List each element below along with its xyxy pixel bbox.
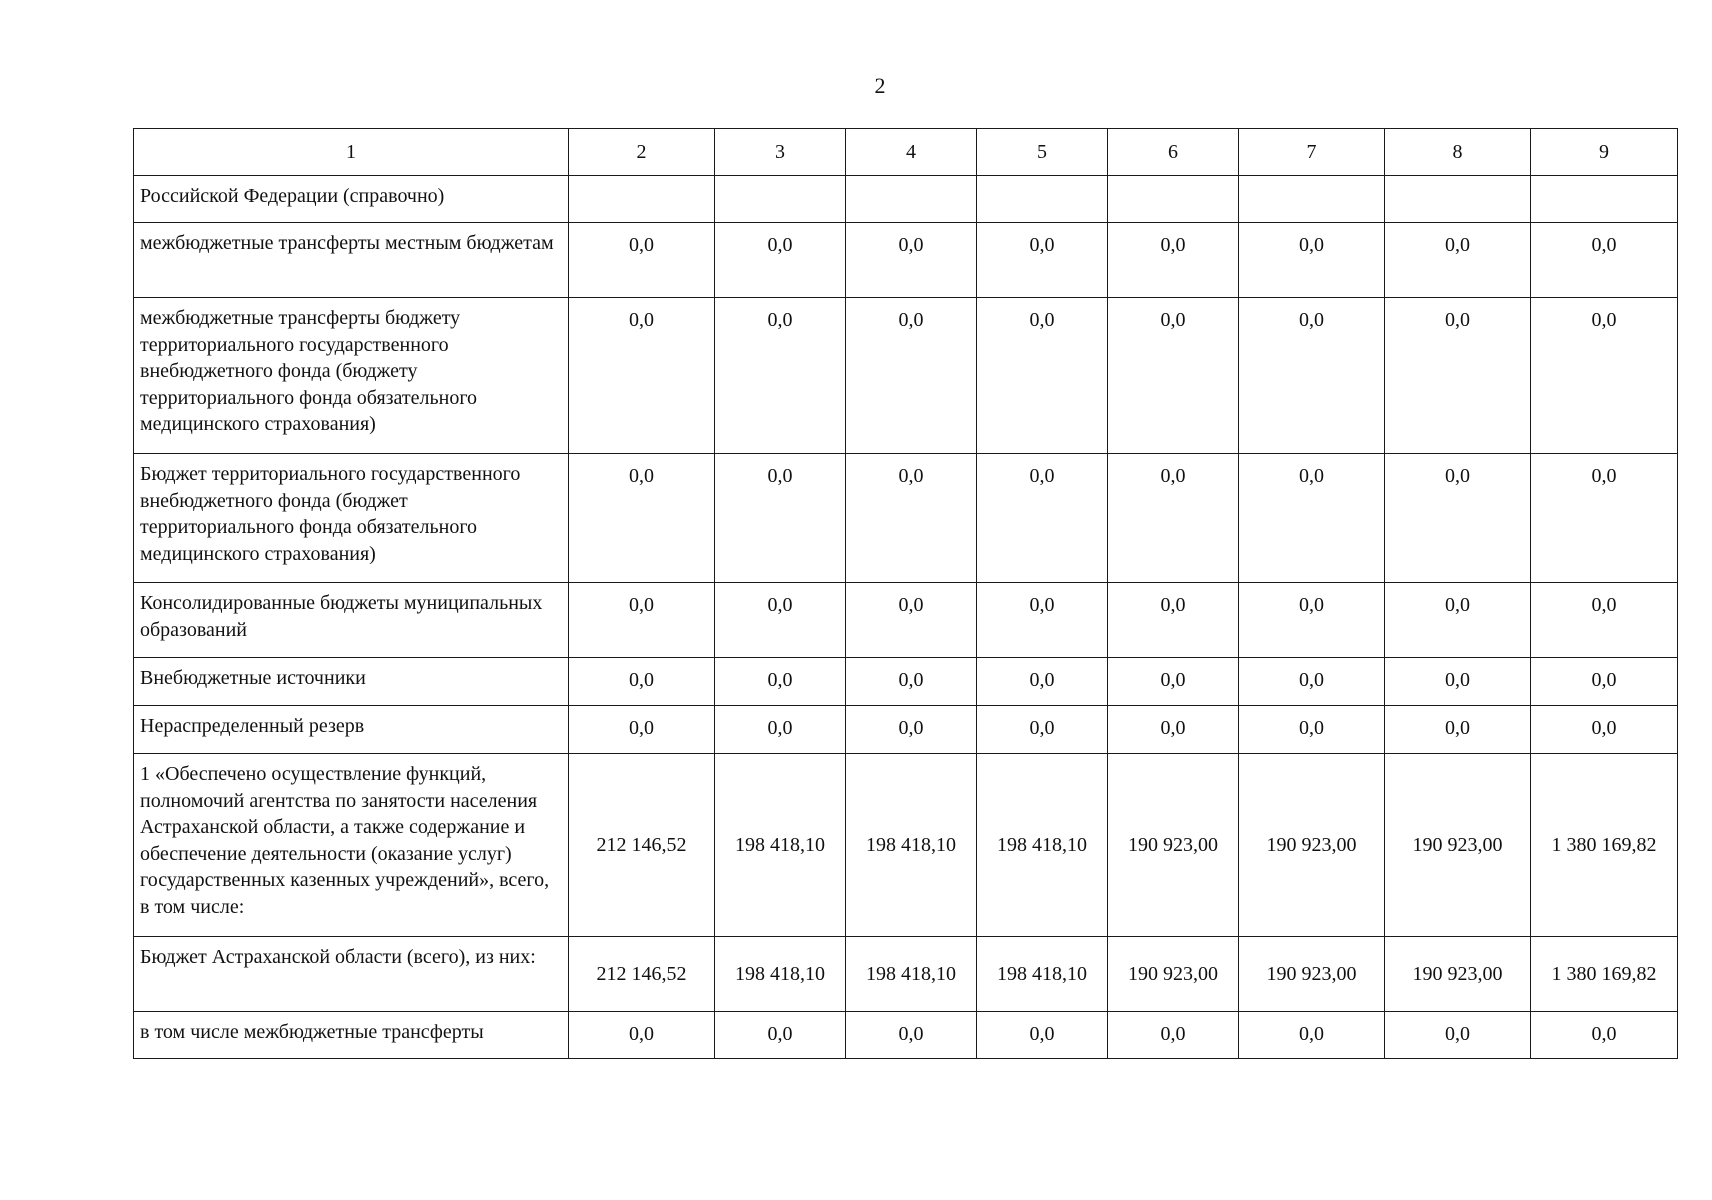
table-cell: 0,0	[715, 1012, 846, 1059]
table-cell	[1108, 176, 1239, 223]
table-cell: 190 923,00	[1108, 754, 1239, 937]
budget-table	[133, 128, 1678, 1059]
row-label: Бюджет территориального государственного внебюджетного фонда (бюджет территориального фонда обязательного медицинского страхования)	[134, 454, 569, 583]
table-cell	[1239, 176, 1385, 223]
table-cell: 0,0	[569, 223, 715, 298]
column-header: 9	[1531, 129, 1678, 176]
table-cell: 0,0	[1531, 223, 1678, 298]
table-cell: 0,0	[977, 1012, 1108, 1059]
row-label: 1 «Обеспечено осуществление функций, полномочий агентства по занятости населения Астраханской области, а также содержание и обеспечение деятельности (оказание услуг) государственных казенных учреждений», всего, в том числе:	[134, 754, 569, 937]
column-header: 1	[134, 129, 569, 176]
table-cell: 190 923,00	[1108, 937, 1239, 1012]
table-cell: 0,0	[1108, 583, 1239, 658]
table-cell: 0,0	[1531, 706, 1678, 754]
table-cell: 0,0	[1531, 1012, 1678, 1059]
budget-table-container	[133, 128, 1677, 1059]
table-cell: 0,0	[1239, 223, 1385, 298]
column-header: 7	[1239, 129, 1385, 176]
table-row	[134, 1012, 1678, 1059]
table-cell: 0,0	[977, 583, 1108, 658]
table-cell: 0,0	[569, 706, 715, 754]
column-header: 8	[1385, 129, 1531, 176]
table-cell: 0,0	[846, 583, 977, 658]
table-cell: 0,0	[1108, 298, 1239, 454]
table-cell	[1385, 176, 1531, 223]
table-cell: 0,0	[1385, 1012, 1531, 1059]
row-label: межбюджетные трансферты бюджету территориального государственного внебюджетного фонда (бюджету территориального фонда обязательного медицинского страхования)	[134, 298, 569, 454]
table-cell: 0,0	[1531, 658, 1678, 706]
row-label: Нераспределенный резерв	[134, 706, 569, 754]
table-row	[134, 454, 1678, 583]
table-row	[134, 658, 1678, 706]
table-cell: 0,0	[715, 658, 846, 706]
table-cell: 212 146,52	[569, 937, 715, 1012]
table-row	[134, 754, 1678, 937]
table-cell: 0,0	[1385, 583, 1531, 658]
table-cell: 0,0	[977, 454, 1108, 583]
table-cell: 0,0	[846, 658, 977, 706]
table-cell: 212 146,52	[569, 754, 715, 937]
table-row	[134, 298, 1678, 454]
column-header: 3	[715, 129, 846, 176]
table-cell: 198 418,10	[715, 754, 846, 937]
column-header: 5	[977, 129, 1108, 176]
table-cell: 0,0	[1385, 706, 1531, 754]
table-cell: 0,0	[1108, 706, 1239, 754]
row-label: в том числе межбюджетные трансферты	[134, 1012, 569, 1059]
table-cell: 0,0	[569, 583, 715, 658]
column-header: 2	[569, 129, 715, 176]
table-cell: 0,0	[977, 298, 1108, 454]
table-header-row	[134, 129, 1678, 176]
row-label: Консолидированные бюджеты муниципальных образований	[134, 583, 569, 658]
table-cell: 198 418,10	[715, 937, 846, 1012]
table-cell: 190 923,00	[1239, 937, 1385, 1012]
table-cell: 0,0	[1108, 1012, 1239, 1059]
table-cell: 0,0	[977, 223, 1108, 298]
table-cell: 0,0	[1531, 298, 1678, 454]
table-cell: 0,0	[1239, 658, 1385, 706]
table-cell: 0,0	[1385, 658, 1531, 706]
table-row	[134, 937, 1678, 1012]
column-header: 4	[846, 129, 977, 176]
table-cell: 198 418,10	[977, 937, 1108, 1012]
table-cell: 0,0	[846, 223, 977, 298]
table-row	[134, 706, 1678, 754]
table-cell	[846, 176, 977, 223]
page-number: 2	[874, 73, 886, 98]
table-cell: 0,0	[1239, 1012, 1385, 1059]
row-label: Российской Федерации (справочно)	[134, 176, 569, 223]
table-cell: 198 418,10	[977, 754, 1108, 937]
table-cell: 0,0	[569, 658, 715, 706]
table-cell: 198 418,10	[846, 937, 977, 1012]
table-cell: 0,0	[846, 1012, 977, 1059]
row-label: Внебюджетные источники	[134, 658, 569, 706]
table-cell: 0,0	[846, 706, 977, 754]
column-header: 6	[1108, 129, 1239, 176]
row-label: Бюджет Астраханской области (всего), из них:	[134, 937, 569, 1012]
table-cell	[1531, 176, 1678, 223]
table-cell: 1 380 169,82	[1531, 754, 1678, 937]
table-cell: 0,0	[1239, 454, 1385, 583]
table-cell	[715, 176, 846, 223]
table-row	[134, 176, 1678, 223]
table-cell: 0,0	[1239, 298, 1385, 454]
table-cell	[569, 176, 715, 223]
table-cell: 0,0	[846, 298, 977, 454]
table-cell: 0,0	[715, 298, 846, 454]
table-cell: 0,0	[1385, 298, 1531, 454]
table-cell: 0,0	[1108, 454, 1239, 583]
table-cell: 0,0	[846, 454, 977, 583]
table-cell: 0,0	[715, 706, 846, 754]
table-cell: 0,0	[1531, 583, 1678, 658]
table-cell: 198 418,10	[846, 754, 977, 937]
table-cell: 0,0	[715, 454, 846, 583]
table-cell: 190 923,00	[1239, 754, 1385, 937]
table-cell: 0,0	[1108, 223, 1239, 298]
row-label: межбюджетные трансферты местным бюджетам	[134, 223, 569, 298]
table-row	[134, 223, 1678, 298]
table-cell: 0,0	[569, 454, 715, 583]
table-cell: 190 923,00	[1385, 937, 1531, 1012]
table-cell: 1 380 169,82	[1531, 937, 1678, 1012]
table-cell: 0,0	[1531, 454, 1678, 583]
table-cell: 0,0	[569, 298, 715, 454]
table-cell: 0,0	[977, 706, 1108, 754]
table-cell: 0,0	[1385, 454, 1531, 583]
table-cell: 0,0	[1239, 706, 1385, 754]
table-cell: 0,0	[1108, 658, 1239, 706]
table-cell: 0,0	[1239, 583, 1385, 658]
table-cell: 190 923,00	[1385, 754, 1531, 937]
table-cell: 0,0	[715, 223, 846, 298]
table-cell: 0,0	[977, 658, 1108, 706]
table-cell	[977, 176, 1108, 223]
table-cell: 0,0	[715, 583, 846, 658]
table-cell: 0,0	[569, 1012, 715, 1059]
table-cell: 0,0	[1385, 223, 1531, 298]
table-row	[134, 583, 1678, 658]
